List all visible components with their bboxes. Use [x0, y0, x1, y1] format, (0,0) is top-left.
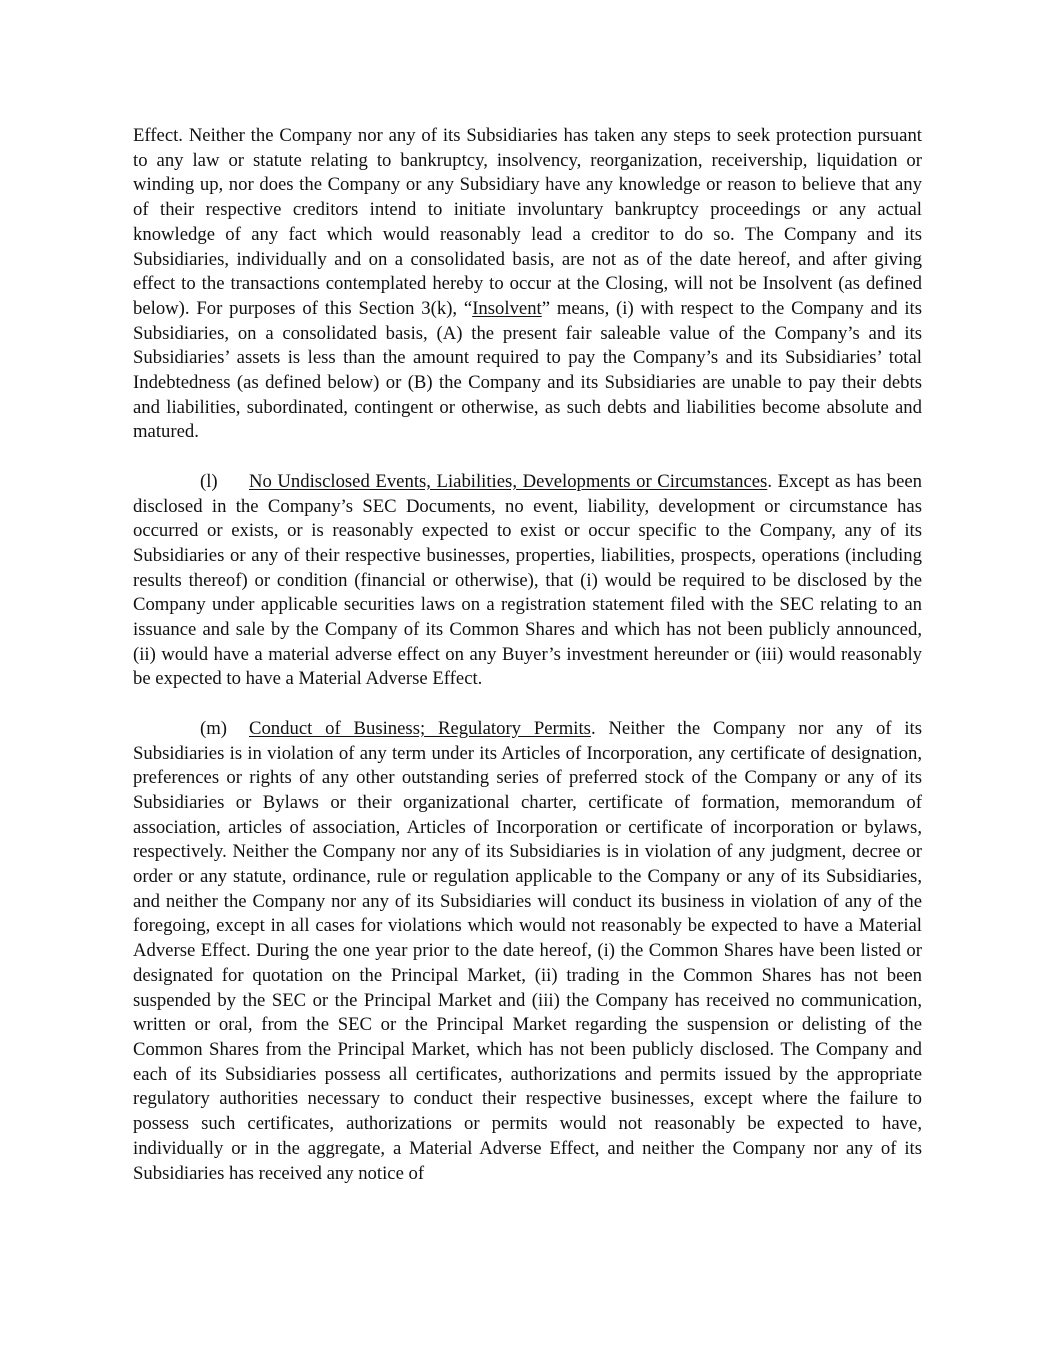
defined-term-insolvent: Insolvent [472, 297, 542, 319]
document-page [133, 124, 922, 1211]
section-m-label: (m) [200, 717, 227, 739]
section-l-heading: No Undisclosed Events, Liabilities, Developments or Circumstances [249, 470, 768, 492]
section-l-body: . Except as has been disclosed in the Company’s SEC Documents, no event, liability, development or circumstance has occurred or exists, or is reasonably expected to exist or occur specific to the Company, any of its Subsidiaries or any of their respective businesses, properties, liabilities, prospects, operations (including results thereof) or condition (financial or otherwise), that (i) would be required to be disclosed by the Company under applicable securities laws on a registration statement filed with the SEC relating to an issuance and sale by the Company of its Common Shares and which has not been publicly announced, (ii) would have a material adverse effect on any Buyer’s investment hereunder or (iii) would reasonably be expected to have a Material Adverse Effect. [133, 470, 923, 690]
paragraph-insolvency [133, 124, 922, 445]
section-m-heading: Conduct of Business; Regulatory Permits [249, 717, 591, 739]
section-l-paragraph [133, 470, 922, 692]
section-l-label: (l) [200, 470, 218, 492]
section-m-body: . Neither the Company nor any of its Subsidiaries is in violation of any term under its Articles of Incorporation, any certificate of designation, preferences or rights of any other outstanding series of preferred stock of the Company or any of its Subsidiaries or Bylaws or their organizational charter, certificate of formation, memorandum of association, articles of association, Articles of Incorporation or certificate of incorporation or bylaws, respectively. Neither the Company nor any of its Subsidiaries is in violation of any judgment, decree or order or any statute, ordinance, rule or regulation applicable to the Company or any of its Subsidiaries, and neither the Company nor any of its Subsidiaries will conduct its business in violation of any of the foregoing, except in all cases for violations which would not reasonably be expected to have a Material Adverse Effect. During the one year prior to the date hereof, (i) the Common Shares have been listed or designated for quotation on the Principal Market, (ii) trading in the Common Shares has not been suspended by the SEC or the Principal Market and (iii) the Company has received no communication, written or oral, from the SEC or the Principal Market regarding the suspension or delisting of the Common Shares from the Principal Market, which has not been publicly disclosed. The Company and each of its Subsidiaries possess all certificates, authorizations and permits issued by the appropriate regulatory authorities necessary to conduct their respective businesses, except where the failure to possess such certificates, authorizations or permits would not reasonably be expected to have, individually or in the aggregate, a Material Adverse Effect, and neither the Company nor any of its Subsidiaries has received any notice of [133, 717, 922, 1184]
paragraph-insolvency-text-before: Effect. Neither the Company nor any of its Subsidiaries has taken any steps to seek protection pursuant to any law or statute relating to bankruptcy, insolvency, reorganization, receivership, liquidation or winding up, nor does the Company or any Subsidiary have any knowledge or reason to believe that any of their respective creditors intend to initiate involuntary bankruptcy proceedings or any actual knowledge of any fact which would reasonably lead a creditor to do so. The Company and its Subsidiaries, individually and on a consolidated basis, are not as of the date hereof, and after giving effect to the transactions contemplated hereby to occur at the Closing, will not be Insolvent (as defined below). For purposes of this Section 3(k), “ [133, 125, 922, 319]
paragraph-insolvency-text-after: ” means, (i) with respect to the Company and its Subsidiaries, on a consolidated basis, (A) the present fair saleable value of the Company’s and its Subsidiaries’ assets is less than the amount required to pay the Company’s and its Subsidiaries’ total Indebtedness (as defined below) or (B) the Company and its Subsidiaries are unable to pay their debts and liabilities, subordinated, contingent or otherwise, as such debts and liabilities become absolute and matured. [133, 297, 922, 443]
section-m-paragraph [133, 717, 922, 1186]
